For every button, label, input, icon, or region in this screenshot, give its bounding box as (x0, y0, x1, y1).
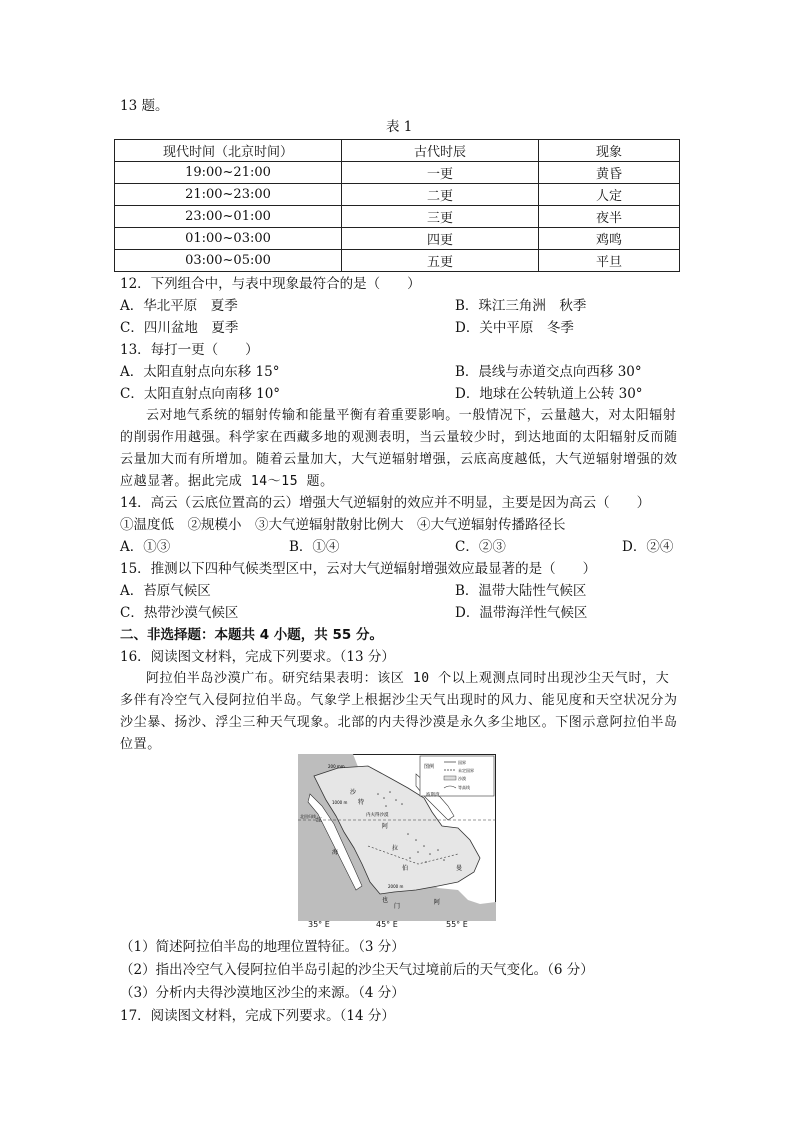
map-legend-item: 等高线 (458, 785, 470, 790)
table-cell: 人定 (539, 184, 680, 206)
map-legend-item: 未定国界 (458, 768, 474, 773)
table-row (115, 162, 680, 184)
map-region-label: 曼 (456, 865, 463, 872)
map-region-label: 伯 (402, 865, 409, 872)
q13-option-d: D．地球在公转轨道上公转 30° (455, 386, 643, 402)
q15-option-a: A．苔原气候区 (120, 583, 211, 599)
table-cell: 三更 (342, 206, 539, 228)
table-row (115, 184, 680, 206)
q17-stem: 17．阅读图文材料，完成下列要求。（14 分） (120, 1008, 395, 1024)
map-legend-title: 图例 (424, 764, 435, 770)
table-header: 古代时辰 (342, 140, 539, 162)
q16-sub-3: （3）分析内夫得沙漠地区沙尘的来源。（4 分） (120, 985, 405, 1001)
q14-option-b: B．①④ (289, 539, 340, 555)
q13-stem: 13．每打一更（ ） (120, 342, 259, 358)
q12-option-b: B．珠江三角洲 秋季 (455, 298, 587, 314)
section-2-title: 二、非选择题：本题共 4 小题，共 55 分。 (120, 627, 383, 643)
map-region-label: 门 (394, 903, 401, 910)
map-contour-label: 2000 m (388, 884, 404, 889)
table-row (115, 250, 680, 272)
table-cell: 平旦 (539, 250, 680, 272)
map-legend-item: 沙漠 (458, 776, 466, 781)
table-header-row (115, 140, 680, 162)
map-region-label: 内夫得沙漠 (366, 813, 389, 818)
q16-sub-1: （1）简述阿拉伯半岛的地理位置特征。（3 分） (120, 939, 405, 955)
table-cell: 黄昏 (539, 162, 680, 184)
arabian-peninsula-map (298, 754, 496, 921)
q14-option-c: C．②③ (455, 539, 506, 555)
map-left-tick: 北回归线 (300, 814, 316, 819)
map-tick-55e: 55° E (446, 920, 468, 929)
map-region-label: 拉 (392, 845, 399, 852)
map-region-label: 波斯湾 (426, 793, 440, 798)
map-region-label: 也 (382, 897, 389, 904)
table-header: 现代时间（北京时间） (115, 140, 342, 162)
q16-passage: 阿拉伯半岛沙漠广布。研究结果表明：该区 10 个以上观测点同时出现沙尘天气时，大多伴有冷空气入侵阿拉伯半岛。气象学上根据沙尘天气出现时的风力、能见度和天空状况分为沙尘暴、扬沙、浮尘三种天气现象。北部的内夫得沙漠是永久多尘地区。下图示意阿拉伯半岛位置。 (120, 671, 678, 752)
q15-option-c: C．热带沙漠气候区 (120, 605, 239, 621)
table-cell: 21:00~23:00 (115, 184, 342, 206)
table-caption: 表 1 (386, 119, 413, 135)
table-cell: 19:00~21:00 (115, 162, 342, 184)
q12-option-d: D．关中平原 冬季 (455, 320, 574, 336)
map-tick-35e: 35° E (308, 920, 330, 929)
q15-option-b: B．温带大陆性气候区 (455, 583, 587, 599)
table-cell: 二更 (342, 184, 539, 206)
table-cell: 23:00~01:00 (115, 206, 342, 228)
map-region-label: 海 (332, 849, 339, 856)
q13-option-b: B．晨线与赤道交点向西移 30° (455, 364, 642, 380)
q15-option-d: D．温带海洋性气候区 (455, 605, 588, 621)
table-cell: 四更 (342, 228, 539, 250)
table-cell: 五更 (342, 250, 539, 272)
table-cell: 鸡鸣 (539, 228, 680, 250)
table-cell: 03:00~05:00 (115, 250, 342, 272)
map-contour-label: 1000 m (332, 800, 348, 805)
table-1 (114, 139, 680, 272)
table-header: 现象 (539, 140, 680, 162)
q12-option-c: C．四川盆地 夏季 (120, 320, 239, 336)
table-cell: 一更 (342, 162, 539, 184)
map-legend-item: 国界 (458, 760, 466, 765)
q13-option-a: A．太阳直射点向东移 15° (120, 364, 280, 380)
table-row (115, 228, 680, 250)
map-region-label: 特 (358, 799, 365, 806)
map-region-label: 阿 (434, 899, 441, 906)
map-contour-label: 200 mm (328, 764, 345, 769)
header-text: 13 题。 (120, 98, 169, 114)
map-region-label: 沙 (350, 789, 357, 796)
map-tick-45e: 45° E (376, 920, 398, 929)
q15-stem: 15．推测以下四种气候类型区中，云对大气逆辐射增强效应最显著的是（ ） (120, 561, 597, 577)
table-cell: 01:00~03:00 (115, 228, 342, 250)
q16-stem: 16．阅读图文材料，完成下列要求。（13 分） (120, 649, 395, 665)
q14-items: ①温度低 ②规模小 ③大气逆辐射散射比例大 ④大气逆辐射传播路径长 (120, 517, 566, 533)
q16-sub-2: （2）指出冷空气入侵阿拉伯半岛引起的沙尘天气过境前后的天气变化。（6 分） (120, 962, 594, 978)
table-cell: 夜半 (539, 206, 680, 228)
passage-cloud-radiation: 云对地气系统的辐射传输和能量平衡有着重要影响。一般情况下，云量越大，对太阳辐射的削弱作用越强。科学家在西藏多地的观测表明，当云量较少时，到达地面的太阳辐射反而随云量加大而有所增加。随着云量加大，大气逆辐射增强，云底高度越低，大气逆辐射增强的效应越显著。据此完成 14～15 题。 (120, 408, 678, 489)
q14-stem: 14．高云（云底位置高的云）增强大气逆辐射的效应并不明显，主要是因为高云（ ） (120, 495, 651, 511)
map-region-label: 阿 (382, 823, 389, 830)
q14-option-d: D．②④ (622, 539, 674, 555)
q14-option-a: A．①③ (120, 539, 171, 555)
q12-stem: 12．下列组合中，与表中现象最符合的是（ ） (120, 276, 421, 292)
q13-option-c: C．太阳直射点向南移 10° (120, 386, 281, 402)
map-region-label: 红 (316, 817, 323, 824)
q12-option-a: A．华北平原 夏季 (120, 298, 238, 314)
table-row (115, 206, 680, 228)
